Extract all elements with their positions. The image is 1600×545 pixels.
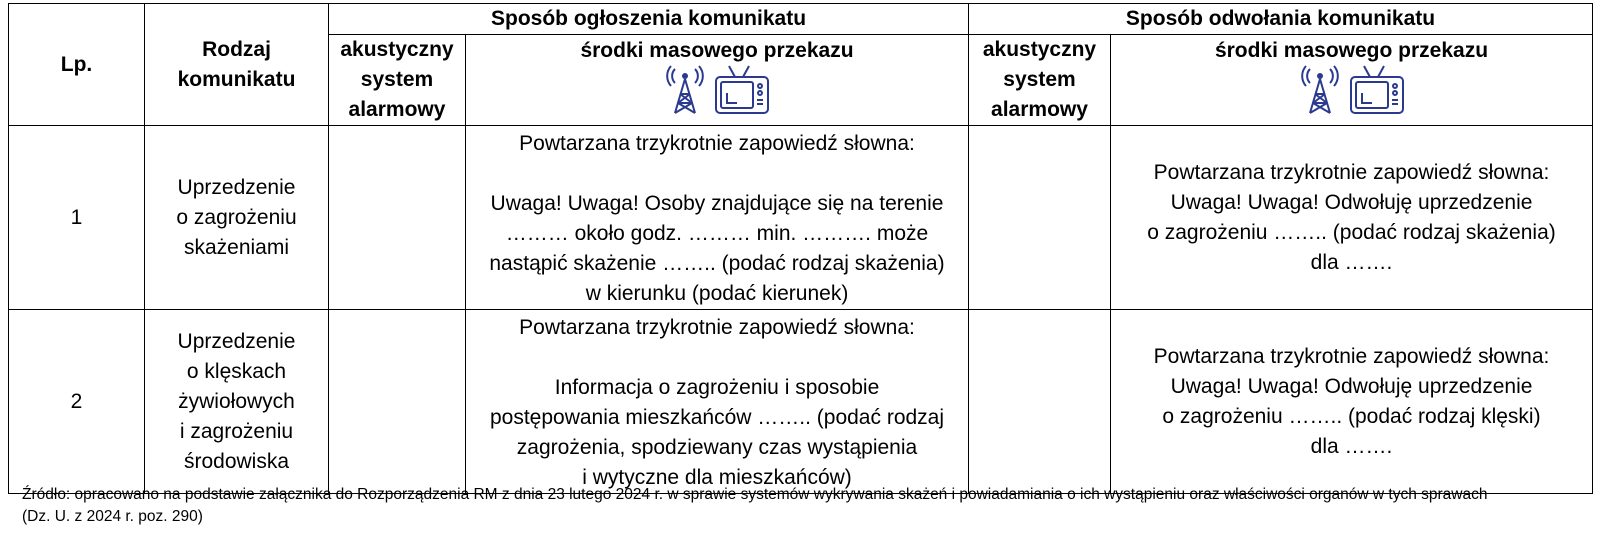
- announce-acoustic-cell: [329, 310, 466, 494]
- header-announce-media: [466, 35, 969, 126]
- tv-icon: [1348, 63, 1406, 123]
- header-cancel-media: [1111, 35, 1593, 126]
- text-line: [472, 343, 962, 373]
- text-line: alarmowy: [991, 98, 1088, 121]
- source-line-1: Źródło: opracowano na podstawie załącznika do Rozporządzenia RM z dnia 23 lutego 2024 r. w sprawie systemów wykrywania skażeń i powiadamiania o ich wystąpieniu oraz właściwości organów w tych sprawach: [22, 486, 1488, 503]
- text-line: komunikatu: [177, 67, 296, 91]
- text-line: akustyczny: [340, 38, 454, 61]
- text-line: [472, 159, 962, 189]
- text-line: dla …….: [1310, 250, 1393, 274]
- text-line: system: [360, 68, 434, 91]
- text-line: nastąpić skażenie …….. (podać rodzaj skażenia): [489, 252, 945, 275]
- text-line: Rodzaj: [202, 37, 271, 61]
- header-cancel-acoustic: [969, 35, 1111, 126]
- source-line-2: (Dz. U. z 2024 r. poz. 290): [22, 508, 203, 525]
- announce-media-cell: [466, 126, 969, 310]
- text-line: Uwaga! Uwaga! Odwołuję uprzedzenie: [1170, 190, 1533, 214]
- text-line: żywiołowych: [178, 389, 295, 413]
- row-number: 1: [9, 126, 145, 310]
- header-lp: Lp.: [9, 4, 145, 126]
- text-line: Powtarzana trzykrotnie zapowiedź słowna:: [1153, 160, 1550, 184]
- text-line: dla …….: [1310, 434, 1393, 458]
- header-announce-acoustic: [329, 35, 466, 126]
- text-line: i zagrożeniu: [179, 419, 294, 443]
- text-line: Informacja o zagrożeniu i sposobie: [554, 376, 880, 399]
- text-line: o zagrożeniu …….. (podać rodzaj skażenia): [1147, 220, 1556, 244]
- row-type: [145, 126, 329, 310]
- text-line: o zagrożeniu: [176, 205, 297, 229]
- text-line: o zagrożeniu …….. (podać rodzaj klęski): [1162, 404, 1541, 428]
- text-line: system: [1003, 68, 1076, 91]
- cancel-acoustic-cell: [969, 126, 1111, 310]
- radio-tower-icon: [1298, 63, 1342, 123]
- announce-acoustic-cell: [329, 126, 466, 310]
- text-line: Uprzedzenie: [177, 329, 296, 353]
- cancel-media-cell: [1111, 126, 1593, 310]
- table-row: [9, 126, 1593, 310]
- header-media-label: środki masowego przekazu: [1214, 39, 1489, 62]
- radio-tower-icon: [663, 63, 707, 123]
- communication-table: [8, 3, 1593, 494]
- text-line: Uprzedzenie: [177, 175, 296, 199]
- media-icons: [472, 67, 962, 123]
- text-line: Powtarzana trzykrotnie zapowiedź słowna:: [519, 316, 915, 339]
- text-line: postępowania mieszkańców …….. (podać rodzaj: [489, 406, 945, 429]
- header-media-label: środki masowego przekazu: [580, 39, 854, 62]
- text-line: alarmowy: [348, 98, 446, 121]
- announce-media-cell: [466, 310, 969, 494]
- text-line: akustyczny: [982, 38, 1097, 61]
- cancel-media-cell: [1111, 310, 1593, 494]
- text-line: Powtarzana trzykrotnie zapowiedź słowna:: [519, 132, 915, 155]
- source-footnote: [22, 484, 1592, 528]
- cancel-acoustic-cell: [969, 310, 1111, 494]
- row-type: [145, 310, 329, 494]
- text-line: o klęskach: [186, 359, 287, 383]
- text-line: i wytyczne dla mieszkańców): [582, 466, 852, 489]
- text-line: Uwaga! Uwaga! Osoby znajdujące się na terenie: [490, 192, 944, 215]
- text-line: skażeniami: [183, 235, 290, 259]
- row-number: 2: [9, 310, 145, 494]
- tv-icon: [713, 63, 771, 123]
- media-icons: [1117, 67, 1586, 123]
- text-line: w kierunku (podać kierunek): [585, 282, 849, 305]
- text-line: Powtarzana trzykrotnie zapowiedź słowna:: [1153, 344, 1550, 368]
- text-line: Uwaga! Uwaga! Odwołuję uprzedzenie: [1170, 374, 1533, 398]
- header-cancel-group: Sposób odwołania komunikatu: [969, 4, 1593, 35]
- text-line: zagrożenia, spodziewany czas wystąpienia: [516, 436, 918, 459]
- header-announce-group: Sposób ogłoszenia komunikatu: [329, 4, 969, 35]
- text-line: środowiska: [183, 449, 290, 473]
- table-row: [9, 310, 1593, 494]
- header-rodzaj: [145, 4, 329, 126]
- text-line: ……… około godz. ……… min. ………. może: [505, 222, 929, 245]
